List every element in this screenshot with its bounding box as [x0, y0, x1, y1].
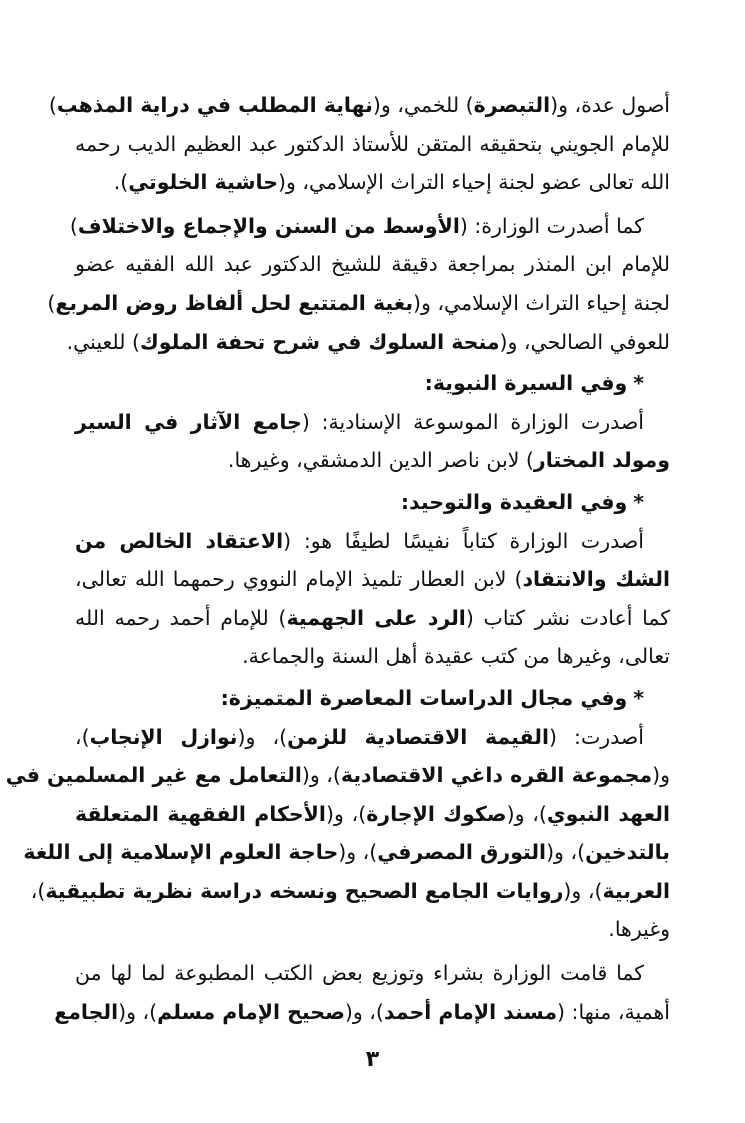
paragraph	[48, 86, 670, 202]
text-line: أهمية، منها: (مسند الإمام أحمد)، و(صحيح الإمام مسلم)، و(الجامع	[54, 999, 670, 1024]
book-title: التبصرة	[473, 93, 551, 117]
book-title: بالتدخين	[585, 840, 670, 865]
book-title: العربية	[602, 878, 670, 903]
book-title: الأوسط من السنن والإجماع والاختلاف	[77, 213, 460, 238]
bullet-star-icon: *	[633, 371, 644, 396]
text-line: أصدرت الوزارة كتاباً نفيسًا لطيفًا هو: (الاعتقاد الخالص من	[75, 528, 644, 553]
text-line: وغيرها.	[608, 917, 670, 942]
text-line: أصدرت: (القيمة الاقتصادية للزمن)، و(نوازل الإنجاب)،	[75, 724, 645, 749]
paragraph	[54, 954, 670, 1031]
page-number: ٣	[365, 1047, 380, 1072]
book-title: الأحكام الفقهية المتعلقة	[75, 801, 326, 826]
text-line: العهد النبوي)، و(صكوك الإجارة)، و(الأحكام الفقهية المتعلقة	[75, 801, 670, 826]
book-title: التعامل مع غير المسلمين في	[5, 763, 302, 788]
text-line: أصول عدة، و(التبصرة) للخمي، و(نهاية المطلب في دراية المذهب)	[48, 93, 670, 117]
text-line: كما أصدرت الوزارة: (الأوسط من السنن والإجماع والاختلاف)	[69, 213, 644, 238]
book-title: صكوك الإجارة	[366, 801, 507, 826]
book-title: نوازل الإنجاب	[89, 724, 238, 749]
book-title: روايات الجامع الصحيح ونسخه دراسة نظرية تطبيقية	[45, 878, 564, 903]
text-line: تعالى، وغيرها من كتب عقيدة أهل السنة والجماعة.	[242, 644, 670, 669]
paragraph	[75, 522, 670, 676]
text-line: كما أعادت نشر كتاب (الرد على الجهمية) للإمام أحمد رحمه الله	[75, 605, 670, 630]
book-title: العهد النبوي	[546, 801, 670, 826]
text-line: ومولد المختار) لابن ناصر الدين الدمشقي، وغيرها.	[227, 448, 670, 473]
text-line: للإمام ابن المنذر بمراجعة دقيقة للشيخ الدكتور عبد الله الفقيه عضو	[75, 252, 670, 277]
text-line: بالتدخين)، و(التورق المصرفي)، و(حاجة العلوم الإسلامية إلى اللغة	[23, 840, 670, 865]
text-line: العربية)، و(روايات الجامع الصحيح ونسخه دراسة نظرية تطبيقية)،	[30, 878, 670, 903]
book-title: القيمة الاقتصادية للزمن	[287, 724, 549, 749]
book-title: الاعتقاد الخالص من	[75, 528, 284, 553]
book-title: الجامع	[54, 999, 119, 1024]
section-heading: *وفي السيرة النبوية:	[424, 371, 644, 396]
paragraph	[47, 207, 670, 361]
book-title: الرد على الجهمية	[286, 605, 466, 630]
text-line: أصدرت الوزارة الموسوعة الإسنادية: (جامع الآثار في السير	[75, 409, 644, 434]
paragraph	[75, 403, 670, 480]
bullet-star-icon: *	[633, 685, 644, 710]
book-title: مجموعة القره داغي الاقتصادية	[340, 763, 653, 788]
book-title: حاجة العلوم الإسلامية إلى اللغة	[23, 840, 339, 865]
book-title: مسند الإمام أحمد	[383, 999, 558, 1024]
text-line: كما قامت الوزارة بشراء وتوزيع بعض الكتب المطبوعة لما لها من	[75, 961, 644, 986]
book-title: منحة السلوك في شرح تحفة الملوك	[139, 329, 500, 354]
book-title: ومولد المختار	[533, 448, 670, 473]
book-title: جامع الآثار في السير	[75, 409, 302, 434]
bullet-star-icon: *	[633, 489, 644, 514]
book-title: بغية المتتبع لحل ألفاظ روض المربع	[55, 290, 414, 315]
book-title: التورق المصرفي	[377, 840, 547, 865]
text-line: و(مجموعة القره داغي الاقتصادية)، و(التعامل مع غير المسلمين في	[5, 763, 670, 788]
text-line: لجنة إحياء التراث الإسلامي، و(بغية المتتبع لحل ألفاظ روض المربع)	[47, 290, 670, 315]
book-title: الشك والانتقاد	[522, 567, 670, 592]
text-line: الله تعالى عضو لجنة إحياء التراث الإسلامي، و(حاشية الخلوتي).	[113, 170, 670, 195]
book-title: نهاية المطلب في دراية المذهب	[56, 93, 373, 117]
document-page	[5, 86, 670, 1031]
text-line: للعوفي الصالحي، و(منحة السلوك في شرح تحفة الملوك) للعيني.	[66, 329, 670, 354]
paragraph	[5, 718, 670, 950]
section-heading: *وفي العقيدة والتوحيد:	[400, 489, 644, 514]
book-title: صحيح الإمام مسلم	[157, 999, 345, 1024]
text-line: الشك والانتقاد) لابن العطار تلميذ الإمام النووي رحمهما الله تعالى،	[75, 567, 670, 592]
text-line: للإمام الجويني بتحقيقه المتقن للأستاذ الدكتور عبد العظيم الديب رحمه	[75, 131, 670, 156]
section-heading: *وفي مجال الدراسات المعاصرة المتميزة:	[220, 685, 644, 710]
book-title: حاشية الخلوتي	[128, 170, 278, 195]
